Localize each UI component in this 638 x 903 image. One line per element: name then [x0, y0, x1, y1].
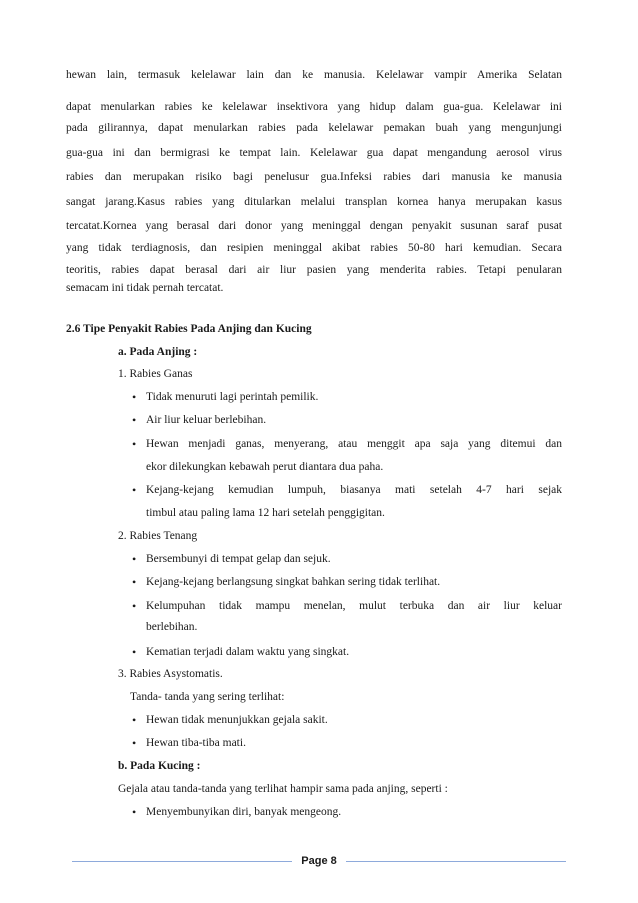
list-item: • Hewan tidak menunjukkan gejala sakit. — [146, 713, 328, 727]
subheading-dog: a. Pada Anjing : — [118, 346, 198, 358]
list-item: • Hewan tiba-tiba mati. — [146, 736, 246, 750]
paragraph-line: rabies dan merupakan risiko bagi penelusur gua.Infeksi rabies dari manusia ke manusia — [66, 171, 562, 183]
list-item: • Kejang-kejang kemudian lumpuh, biasanya mati setelah 4-7 hari sejak — [146, 483, 562, 497]
list-item: • Bersembunyi di tempat gelap dan sejuk. — [146, 552, 331, 566]
footer-rule-right — [346, 861, 566, 862]
list-item: • Hewan menjadi ganas, menyerang, atau menggit apa saja yang ditemui dan — [146, 437, 562, 451]
paragraph-line: gua-gua ini dan bermigrasi ke tempat lain. Kelelawar gua dapat mengandung aerosol virus — [66, 147, 562, 159]
paragraph-line: hewan lain, termasuk kelelawar lain dan ke manusia. Kelelawar vampir Amerika Selatan — [66, 69, 562, 81]
paragraph-line: semacam ini tidak pernah tercatat. — [66, 282, 224, 294]
section-heading: 2.6 Tipe Penyakit Rabies Pada Anjing dan Kucing — [66, 323, 312, 335]
list-item: • Kematian terjadi dalam waktu yang singkat. — [146, 645, 349, 659]
paragraph-line: pada gilirannya, dapat menularkan rabies pada kelelawar pemakan buah yang mengunjungi — [66, 122, 562, 134]
list-item: • Kelumpuhan tidak mampu menelan, mulut terbuka dan air liur keluar — [146, 599, 562, 613]
list-item-rabies-tenang: 2. Rabies Tenang — [118, 530, 198, 542]
list-item: • Kejang-kejang berlangsung singkat bahkan sering tidak terlihat. — [146, 575, 440, 589]
list-item-continuation: timbul atau paling lama 12 hari setelah penggigitan. — [146, 507, 385, 519]
paragraph-line: sangat jarang.Kasus rabies yang ditularkan melalui transplan kornea hanya merupakan kasus — [66, 196, 562, 208]
list-item-rabies-asystomatis: 3. Rabies Asystomatis. — [118, 668, 223, 680]
list-item-continuation: ekor dilekungkan kebawah perut diantara dua paha. — [146, 461, 384, 473]
list-item: • Menyembunyikan diri, banyak mengeong. — [146, 805, 341, 819]
page-number: Page 8 — [301, 855, 337, 867]
list-item-continuation: berlebihan. — [146, 621, 198, 633]
list-item: • Air liur keluar berlebihan. — [146, 413, 266, 427]
cat-intro: Gejala atau tanda-tanda yang terlihat hampir sama pada anjing, seperti : — [118, 783, 448, 795]
paragraph-line: yang tidak terdiagnosis, dan resipien meninggal akibat rabies 50-80 hari kemudian. Secara — [66, 242, 562, 254]
subheading-cat: b. Pada Kucing : — [118, 760, 201, 772]
paragraph-line: dapat menularkan rabies ke kelelawar insektivora yang hidup dalam gua-gua. Kelelawar ini — [66, 101, 562, 113]
paragraph-line: teoritis, rabies dapat berasal dari air liur pasien yang menderita rabies. Tetapi penularan — [66, 264, 562, 276]
list-item-rabies-ganas: 1. Rabies Ganas — [118, 368, 193, 380]
list-item-intro: Tanda- tanda yang sering terlihat: — [130, 691, 285, 703]
paragraph-line: tercatat.Kornea yang berasal dari donor yang meninggal dengan penyakit susunan saraf pusat — [66, 220, 562, 232]
list-item: • Tidak menuruti lagi perintah pemilik. — [146, 390, 318, 404]
